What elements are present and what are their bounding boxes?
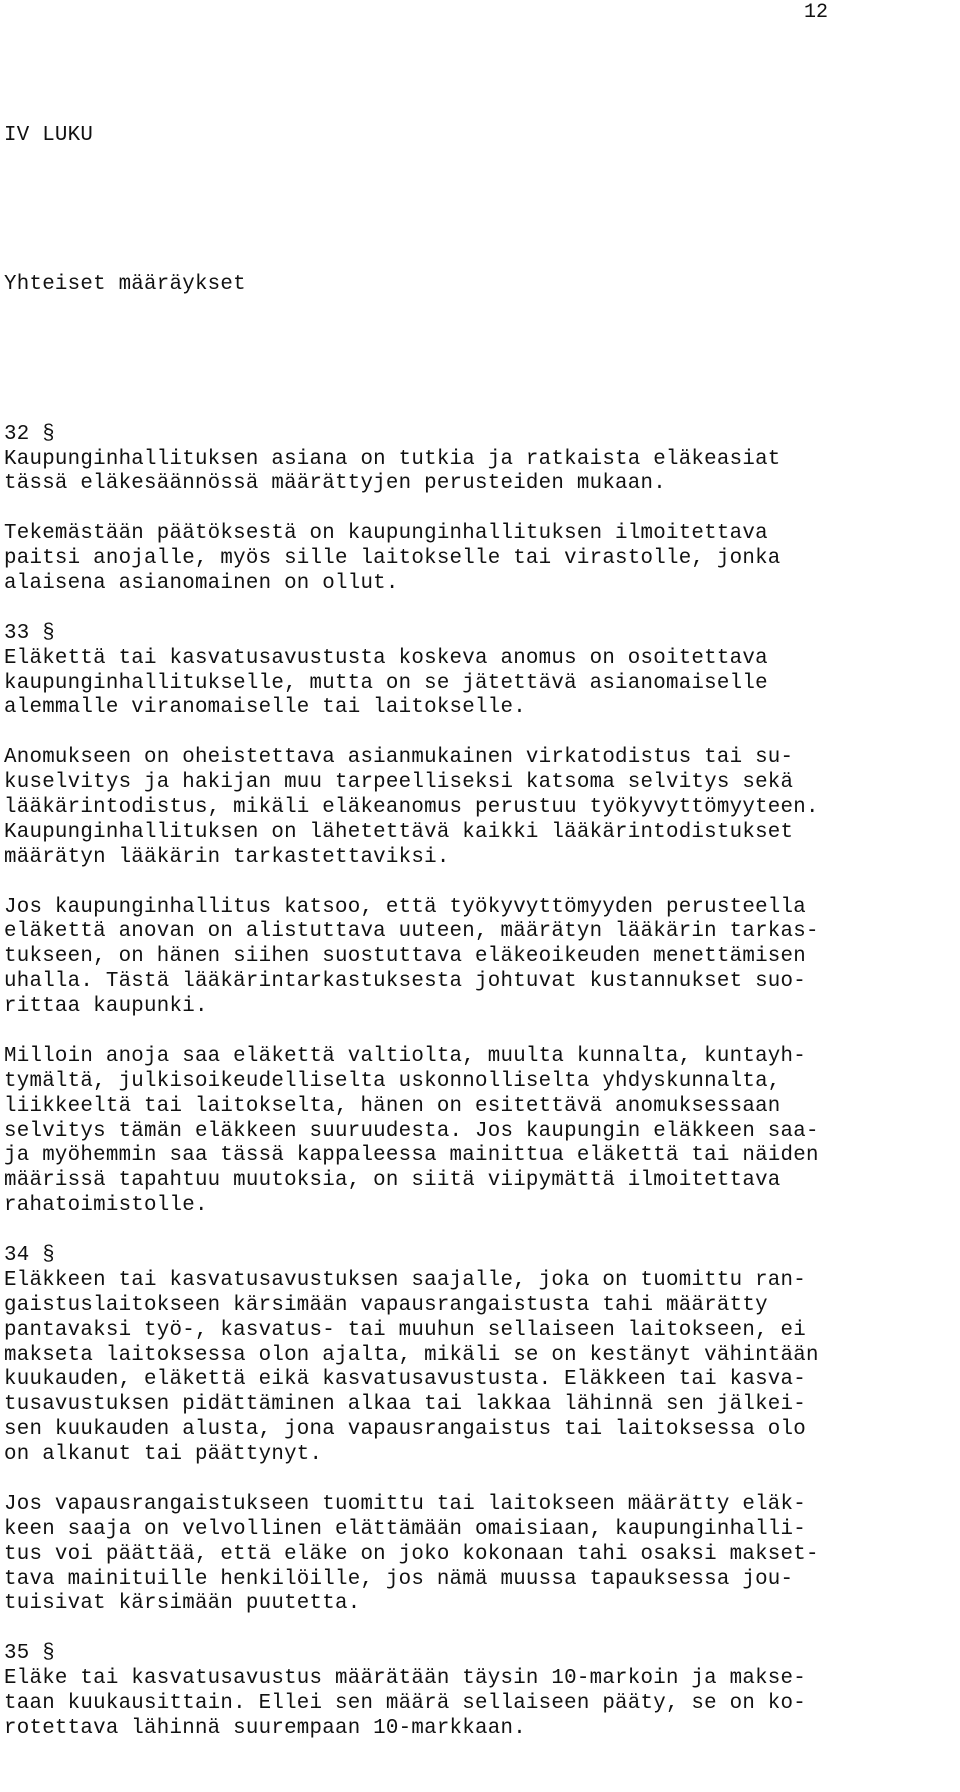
blank-line — [4, 348, 960, 373]
chapter-title: IV LUKU — [4, 123, 94, 147]
text-line: määrissä tapahtuu muutoksia, on siitä viipymättä ilmoitettava — [4, 1169, 781, 1193]
paragraph — [4, 647, 960, 722]
page-number: 12 — [803, 1, 828, 24]
text-line: määrätyn lääkärin tarkastettaviksi. — [4, 845, 450, 869]
paragraph — [4, 1269, 960, 1468]
text-line: Kaupunginhallituksen on lähetettävä kaikki lääkärintodistukset — [4, 820, 794, 844]
blank-line — [4, 597, 960, 622]
section-number: 34 § — [4, 1244, 55, 1268]
text-line: sen kuukauden alusta, jona vapausrangaistus tai laitoksessa olo — [4, 1418, 807, 1442]
text-line: Anomukseen on oheistettava asianmukainen virkatodistus tai su- — [4, 746, 794, 770]
text-line: Kaupunginhallituksen asiana on tutkia ja ratkaista eläkeasiat — [4, 447, 781, 471]
text-line: kuselvitys ja hakijan muu tarpeelliseksi katsoma selvitys sekä — [4, 771, 794, 795]
blank-line — [4, 1020, 960, 1045]
section-heading: Yhteiset määräykset — [4, 273, 246, 297]
blank-line — [4, 1219, 960, 1244]
text-line: Jos kaupunginhallitus katsoo, että työkyvyttömyyden perusteella — [4, 895, 807, 919]
text-line: tava mainituille henkilöille, jos nämä muussa tapauksessa jou- — [4, 1567, 794, 1591]
text-line: selvitys tämän eläkkeen suuruudesta. Jos kaupungin eläkkeen saa- — [4, 1119, 819, 1143]
paragraph — [4, 522, 960, 597]
text-line: makseta laitoksessa olon ajalta, mikäli se on kestänyt vähintään — [4, 1343, 819, 1367]
text-line: rittaa kaupunki. — [4, 995, 208, 1019]
text-line: tusavustuksen pidättäminen alkaa tai lakkaa lähinnä sen jälkei- — [4, 1393, 807, 1417]
blank-line — [4, 1617, 960, 1642]
blank-line — [4, 199, 960, 224]
text-line: rahatoimistolle. — [4, 1194, 208, 1218]
section — [4, 1642, 960, 1742]
paragraph — [4, 896, 960, 1020]
blank-line — [4, 721, 960, 746]
section — [4, 1244, 960, 1642]
text-line: liikkeeltä tai laitokselta, hänen on esitettävä anomuksessaan — [4, 1094, 781, 1118]
text-line: Jos vapausrangaistukseen tuomittu tai laitokseen määrätty eläk- — [4, 1492, 807, 1516]
section — [4, 622, 960, 1244]
section-number: 33 § — [4, 621, 55, 645]
section-number: 35 § — [4, 1642, 55, 1666]
paragraph — [4, 1667, 960, 1742]
paragraph — [4, 1493, 960, 1617]
document-body — [4, 74, 960, 1792]
text-line: pantavaksi työ-, kasvatus- tai muuhun sellaiseen laitokseen, ei — [4, 1318, 807, 1342]
paragraph — [4, 1045, 960, 1219]
blank-line — [4, 1468, 960, 1493]
text-line: on alkanut tai päättynyt. — [4, 1443, 323, 1467]
text-line: Tekemästään päätöksestä on kaupunginhallituksen ilmoitettava — [4, 522, 768, 546]
text-line: kuukauden, eläkettä eikä kasvatusavustusta. Eläkkeen tai kasva- — [4, 1368, 807, 1392]
text-line: gaistuslaitokseen kärsimään vapausrangaistusta tahi määrätty — [4, 1293, 768, 1317]
paragraph — [4, 448, 960, 498]
blank-line — [4, 497, 960, 522]
text-line: tukseen, on hänen siihen suostuttava eläkeoikeuden menettämisen — [4, 945, 807, 969]
text-line: Eläkettä tai kasvatusavustusta koskeva anomus on osoitettava — [4, 646, 768, 670]
text-line: lääkärintodistus, mikäli eläkeanomus perustuu työkyvyttömyyteen. — [4, 795, 819, 819]
text-line: taan kuukausittain. Ellei sen määrä sellaiseen pääty, se on ko- — [4, 1692, 807, 1716]
text-line: alemmalle viranomaiselle tai laitokselle. — [4, 696, 526, 720]
text-line: alaisena asianomainen on ollut. — [4, 571, 399, 595]
text-line: tus voi päättää, että eläke on joko kokonaan tahi osaksi makset- — [4, 1542, 819, 1566]
sections — [4, 423, 960, 1742]
section-number: 32 § — [4, 422, 55, 446]
text-line: kaupunginhallitukselle, mutta on se jätettävä asianomaiselle — [4, 671, 768, 695]
text-line: Eläkkeen tai kasvatusavustuksen saajalle, joka on tuomittu ran- — [4, 1268, 807, 1292]
text-line: rotettava lähinnä suurempaan 10-markkaan. — [4, 1716, 526, 1740]
text-line: eläkettä anovan on alistuttava uuteen, määrätyn lääkärin tarkas- — [4, 920, 819, 944]
text-line: keen saaja on velvollinen elättämään omaisiaan, kaupunginhalli- — [4, 1517, 807, 1541]
text-line: tuisivat kärsimään puutetta. — [4, 1592, 361, 1616]
text-line: Eläke tai kasvatusavustus määrätään täysin 10-markoin ja makse- — [4, 1667, 807, 1691]
text-line: tässä eläkesäännössä määrättyjen perusteiden mukaan. — [4, 472, 666, 496]
text-line: uhalla. Tästä lääkärintarkastuksesta johtuvat kustannukset suo- — [4, 970, 807, 994]
text-line: ja myöhemmin saa tässä kappaleessa mainittua eläkettä tai näiden — [4, 1144, 819, 1168]
blank-line — [4, 871, 960, 896]
text-line: Milloin anoja saa eläkettä valtiolta, muulta kunnalta, kuntayh- — [4, 1044, 807, 1068]
section — [4, 423, 960, 622]
text-line: tymältä, julkisoikeudelliselta uskonnolliselta yhdyskunnalta, — [4, 1069, 781, 1093]
text-line: paitsi anojalle, myös sille laitokselle tai virastolle, jonka — [4, 547, 781, 571]
paragraph — [4, 746, 960, 870]
